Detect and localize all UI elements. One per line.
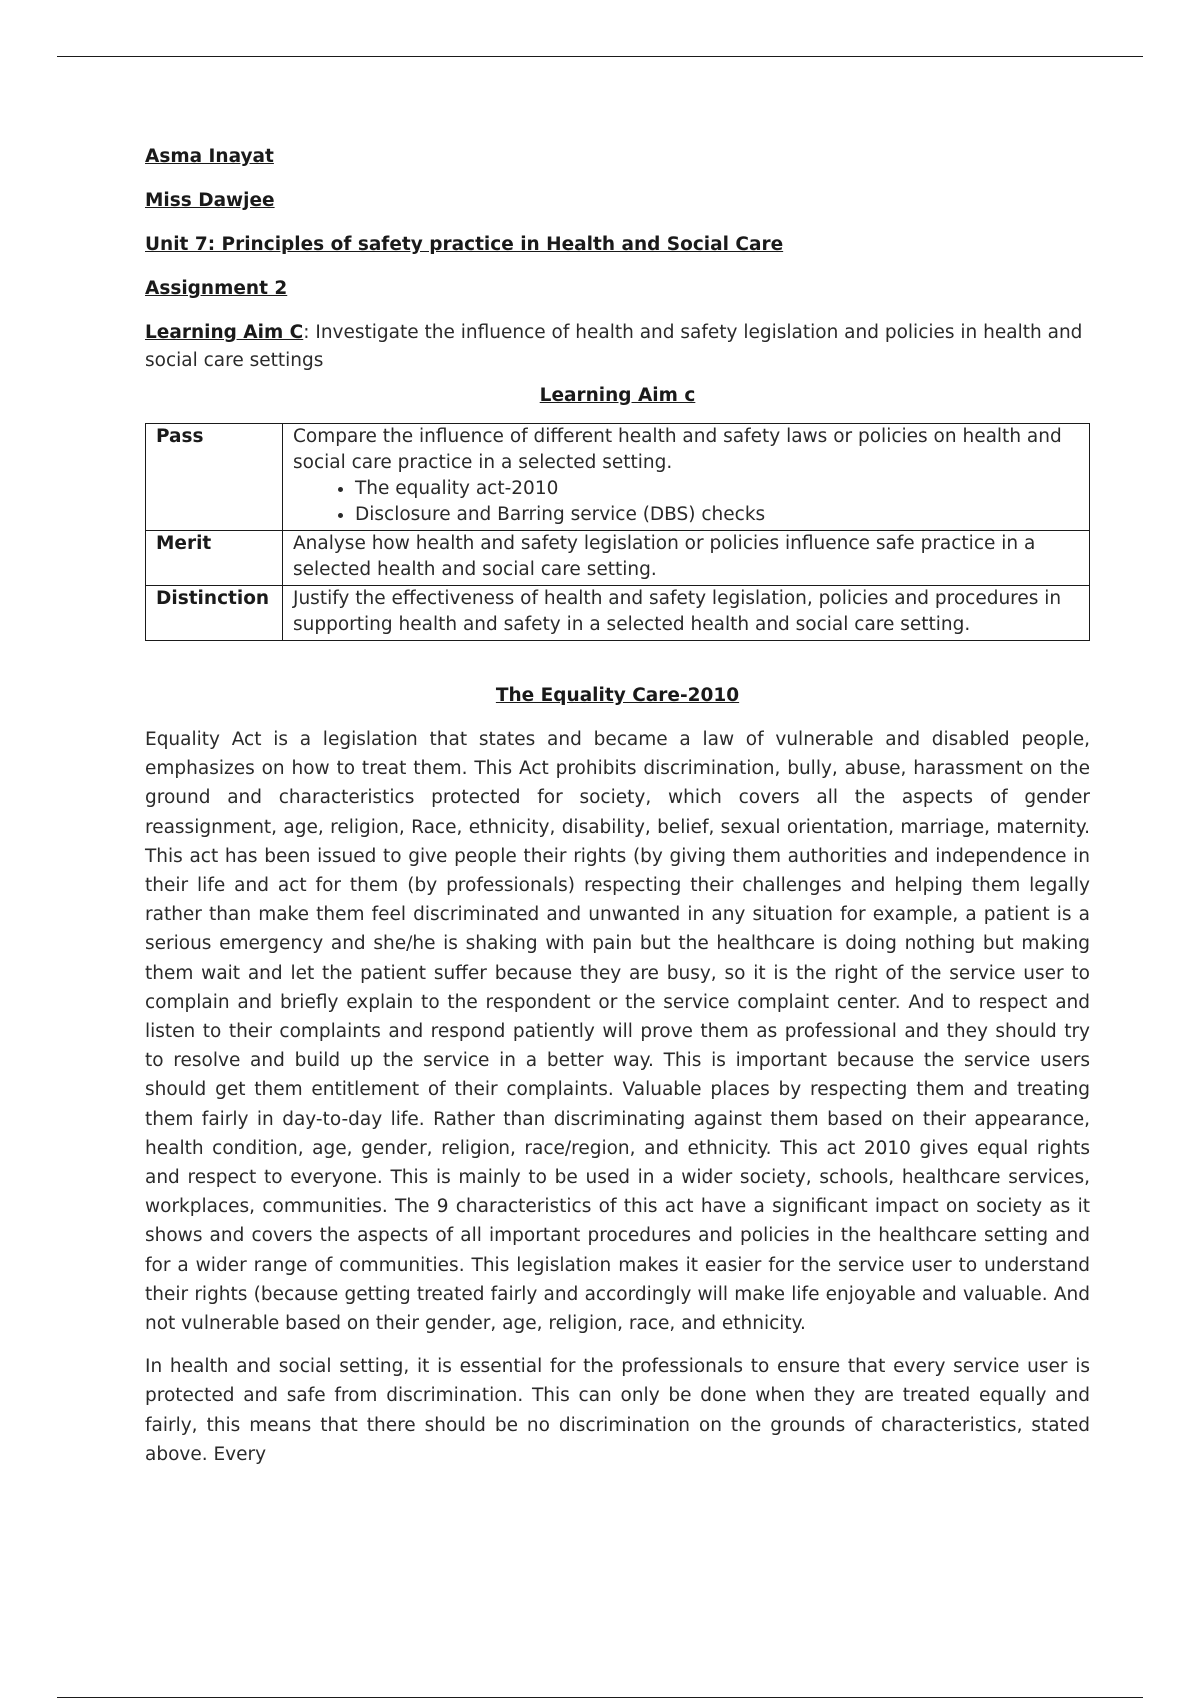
criteria-title: Learning Aim c	[539, 385, 696, 406]
table-row	[146, 586, 1090, 641]
criteria-bullets	[293, 476, 1081, 528]
criteria-text: Justify the effectiveness of health and safety legislation, policies and procedures in supporting health and safety in a selected health and social care setting.	[283, 586, 1090, 641]
learning-aim-statement	[145, 319, 1090, 375]
grade-cell: Distinction	[146, 586, 283, 641]
teacher-name: Miss Dawjee	[145, 190, 275, 211]
learning-aim-label: Learning Aim C	[145, 322, 304, 343]
criteria-text: Compare the influence of different health and safety laws or policies on health and social care practice in a selected setting.	[293, 426, 1062, 473]
criteria-cell	[283, 424, 1090, 531]
criteria-table	[145, 423, 1090, 641]
table-row	[146, 531, 1090, 586]
student-name: Asma Inayat	[145, 146, 274, 167]
grade-cell: Pass	[146, 424, 283, 531]
list-item: • The equality act-2010	[355, 476, 1081, 502]
list-item: • Disclosure and Barring service (DBS) checks	[355, 502, 1081, 528]
assignment-title: Assignment 2	[145, 278, 288, 299]
criteria-text: Analyse how health and safety legislation or policies influence safe practice in a selected health and social care setting.	[283, 531, 1090, 586]
footer-rule	[57, 1697, 1143, 1698]
table-row	[146, 424, 1090, 531]
header-rule	[57, 56, 1143, 57]
learning-aim-text: : Investigate the influence of health and safety legislation and policies in health and social care settings	[145, 322, 1083, 371]
body-paragraph: In health and social setting, it is essential for the professionals to ensure that every service user is protected and safe from discrimination. This can only be done when they are treated equally and fairly, this means that there should be no discrimination on the grounds of characteristics, stated above. Every	[145, 1356, 1090, 1465]
section-title: The Equality Care-2010	[495, 685, 740, 706]
body-paragraph: Equality Act is a legislation that states and became a law of vulnerable and disabled people, emphasizes on how to treat them. This Act prohibits discrimination, bully, abuse, harassment on the ground and characteristics protected for society, which covers all the aspects of gender reassignment, age, religion, Race, ethnicity, disability, belief, sexual orientation, marriage, maternity. This act has been issued to give people their rights (by giving them authorities and independence in their life and act for them (by professionals) respecting their challenges and helping them legally rather than make them feel discriminated and unwanted in any situation for example, a patient is a serious emergency and she/he is shaking with pain but the healthcare is doing nothing but making them wait and let the patient suffer because they are busy, so it is the right of the service user to complain and briefly explain to the respondent or the service complaint center. And to respect and listen to their complaints and respond patiently will prove them as professional and they should try to resolve and build up the service in a better way. This is important because the service users should get them entitlement of their complaints. Valuable places by respecting them and treating them fairly in day-to-day life. Rather than discriminating against them based on their appearance, health condition, age, gender, religion, race/region, and ethnicity. This act 2010 gives equal rights and respect to everyone. This is mainly to be used in a wider society, schools, healthcare services, workplaces, communities. The 9 characteristics of this act have a significant impact on society as it shows and covers the aspects of all important procedures and policies in the healthcare setting and for a wider range of communities. This legislation makes it easier for the service user to understand their rights (because getting treated fairly and accordingly will make life enjoyable and valuable. And not vulnerable based on their gender, age, religion, race, and ethnicity.	[145, 729, 1090, 1335]
document-page	[145, 143, 1090, 1483]
grade-cell: Merit	[146, 531, 283, 586]
unit-title: Unit 7: Principles of safety practice in Health and Social Care	[145, 234, 784, 255]
